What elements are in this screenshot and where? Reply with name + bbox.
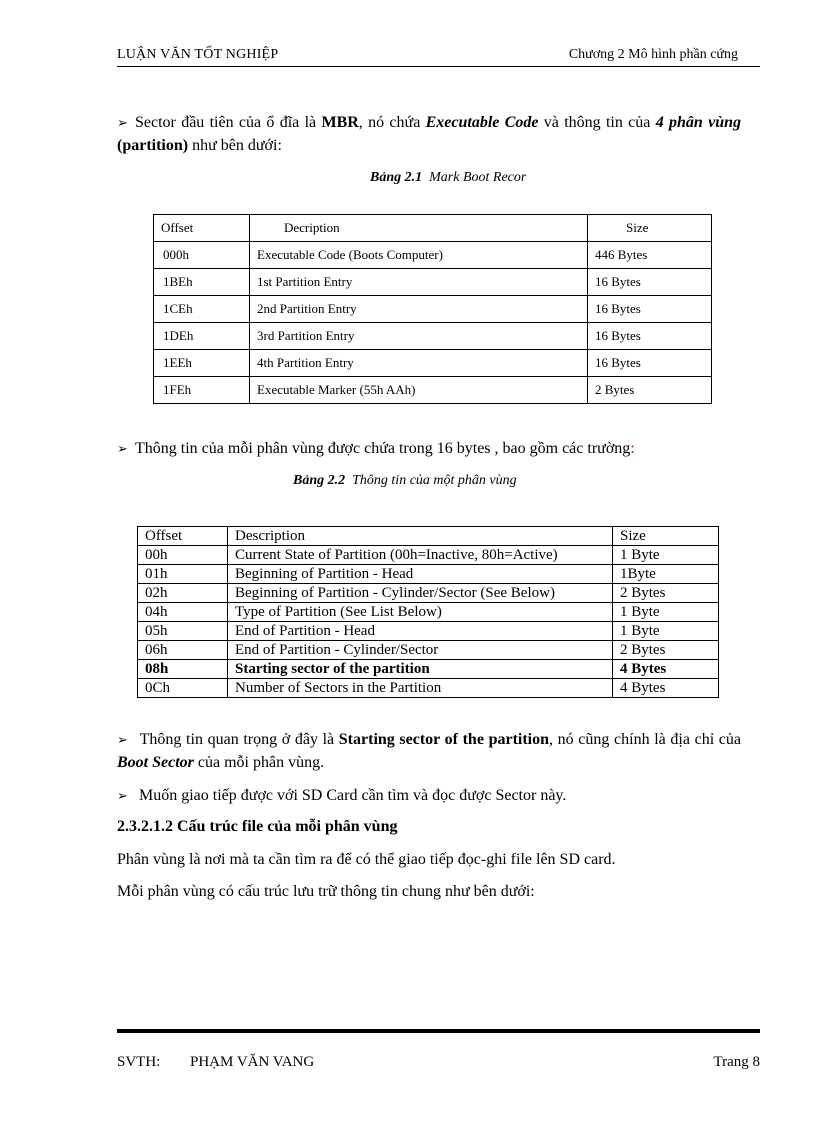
text-4-partitions: 4 phân vùng xyxy=(655,114,742,131)
cell-size: 4 Bytes xyxy=(613,679,719,698)
header-cell-description: Description xyxy=(228,527,613,546)
cell-offset: 1FEh xyxy=(154,377,250,404)
cell-description: Beginning of Partition - Head xyxy=(228,565,613,584)
table-row xyxy=(154,242,712,269)
table-row xyxy=(138,622,719,641)
section-heading: 2.3.2.1.2 Cấu trúc file của mỗi phân vùng xyxy=(117,818,398,835)
text-colon: : xyxy=(630,440,635,457)
cell-size: 16 Bytes xyxy=(588,296,712,323)
cell-offset: 1DEh xyxy=(154,323,250,350)
paragraph-sd-card xyxy=(117,785,741,808)
cell-description: Number of Sectors in the Partition xyxy=(228,679,613,698)
table-row xyxy=(138,603,719,622)
caption-label: Bảng 2.2 xyxy=(293,473,346,488)
cell-description: End of Partition - Head xyxy=(228,622,613,641)
cell-description: 2nd Partition Entry xyxy=(250,296,588,323)
cell-size: 2 Bytes xyxy=(613,584,719,603)
header-cell-size: Size xyxy=(588,215,712,242)
cell-description: Current State of Partition (00h=Inactive, 80h=Active) xyxy=(228,546,613,565)
cell-description: Executable Code (Boots Computer) xyxy=(250,242,588,269)
header-cell-offset: Offset xyxy=(138,527,228,546)
table-row xyxy=(154,269,712,296)
cell-size: 1 Byte xyxy=(613,546,719,565)
table1-caption xyxy=(370,170,526,186)
paragraph-mbr-intro xyxy=(117,112,741,157)
text: Muốn giao tiếp được với SD Card cần tìm và đọc được Sector này. xyxy=(139,787,567,804)
arrow-bullet-icon: ➢ xyxy=(117,442,128,457)
text: như bên dưới: xyxy=(188,137,282,154)
caption-text: Mark Boot Recor xyxy=(429,170,527,185)
paragraph-partition-structure: Mỗi phân vùng có cấu trúc lưu trữ thông tin chung như bên dưới: xyxy=(117,883,535,900)
paragraph-partition-info xyxy=(117,438,741,461)
text: Sector đầu tiên của ổ đĩa là xyxy=(135,114,322,131)
arrow-bullet-icon: ➢ xyxy=(117,789,128,804)
arrow-bullet-icon: ➢ xyxy=(117,116,128,131)
cell-size: 4 Bytes xyxy=(613,660,719,679)
cell-description: 4th Partition Entry xyxy=(250,350,588,377)
footer-divider xyxy=(117,1029,760,1033)
text: của mỗi phân vùng. xyxy=(193,754,325,771)
cell-offset: 05h xyxy=(138,622,228,641)
cell-offset: 08h xyxy=(138,660,228,679)
cell-size: 16 Bytes xyxy=(588,323,712,350)
text: Thông tin của mỗi phân vùng được chứa trong 16 bytes , bao gồm các trường xyxy=(135,440,631,457)
partition-entry-table xyxy=(137,526,719,698)
header-chapter-title: Chương 2 Mô hình phần cứng xyxy=(568,47,738,62)
table-row xyxy=(138,565,719,584)
cell-offset: 1CEh xyxy=(154,296,250,323)
text: , nó cũng chính là địa chỉ của xyxy=(549,731,741,748)
cell-size: 446 Bytes xyxy=(588,242,712,269)
cell-offset: 01h xyxy=(138,565,228,584)
caption-label: Bảng 2.1 xyxy=(370,170,423,185)
table-row xyxy=(154,377,712,404)
text-executable-code: Executable Code xyxy=(425,114,539,131)
cell-offset: 000h xyxy=(154,242,250,269)
header-cell-size: Size xyxy=(613,527,719,546)
cell-size: 1 Byte xyxy=(613,622,719,641)
header-divider xyxy=(117,66,760,67)
caption-text: Thông tin của một phân vùng xyxy=(352,473,517,488)
text-partition: (partition) xyxy=(117,137,189,154)
header-cell-description: Decription xyxy=(250,215,588,242)
cell-description: 3rd Partition Entry xyxy=(250,323,588,350)
cell-offset: 00h xyxy=(138,546,228,565)
text-boot-sector: Boot Sector xyxy=(117,754,194,771)
table-row xyxy=(138,584,719,603)
cell-description: Type of Partition (See List Below) xyxy=(228,603,613,622)
table-row xyxy=(138,660,719,679)
table-row xyxy=(138,679,719,698)
cell-size: 16 Bytes xyxy=(588,350,712,377)
table-row xyxy=(154,350,712,377)
cell-description: End of Partition - Cylinder/Sector xyxy=(228,641,613,660)
text-starting-sector: Starting sector of the partition xyxy=(338,731,550,748)
text-mbr: MBR xyxy=(321,114,359,131)
paragraph-starting-sector xyxy=(117,729,741,774)
cell-description: Beginning of Partition - Cylinder/Sector (See Below) xyxy=(228,584,613,603)
header-document-title: LUẬN VĂN TỐT NGHIỆP xyxy=(117,47,279,62)
text: và thông tin của xyxy=(538,114,656,131)
paragraph-partition-definition: Phân vùng là nơi mà ta cần tìm ra để có thể giao tiếp đọc-ghi file lên SD card. xyxy=(117,851,616,868)
cell-description: Starting sector of the partition xyxy=(228,660,613,679)
cell-size: 1Byte xyxy=(613,565,719,584)
cell-size: 2 Bytes xyxy=(613,641,719,660)
cell-offset: 04h xyxy=(138,603,228,622)
header-cell-offset: Offset xyxy=(154,215,250,242)
table-row xyxy=(154,296,712,323)
cell-description: 1st Partition Entry xyxy=(250,269,588,296)
footer-label: SVTH: xyxy=(117,1054,161,1070)
cell-size: 16 Bytes xyxy=(588,269,712,296)
cell-offset: 02h xyxy=(138,584,228,603)
cell-offset: 06h xyxy=(138,641,228,660)
table-header-row xyxy=(138,527,719,546)
table-header-row xyxy=(154,215,712,242)
cell-offset: 0Ch xyxy=(138,679,228,698)
mbr-table xyxy=(153,214,712,404)
cell-offset: 1EEh xyxy=(154,350,250,377)
table-row xyxy=(138,641,719,660)
text: , nó chứa xyxy=(358,114,426,131)
cell-size: 2 Bytes xyxy=(588,377,712,404)
cell-size: 1 Byte xyxy=(613,603,719,622)
table2-caption xyxy=(293,473,517,489)
cell-description: Executable Marker (55h AAh) xyxy=(250,377,588,404)
table-row xyxy=(154,323,712,350)
table-row xyxy=(138,546,719,565)
text: Thông tin quan trọng ở đây là xyxy=(139,731,339,748)
arrow-bullet-icon: ➢ xyxy=(117,733,128,748)
footer-student-name: PHẠM VĂN VANG xyxy=(190,1054,315,1070)
footer-page-number: Trang 8 xyxy=(713,1054,760,1070)
cell-offset: 1BEh xyxy=(154,269,250,296)
